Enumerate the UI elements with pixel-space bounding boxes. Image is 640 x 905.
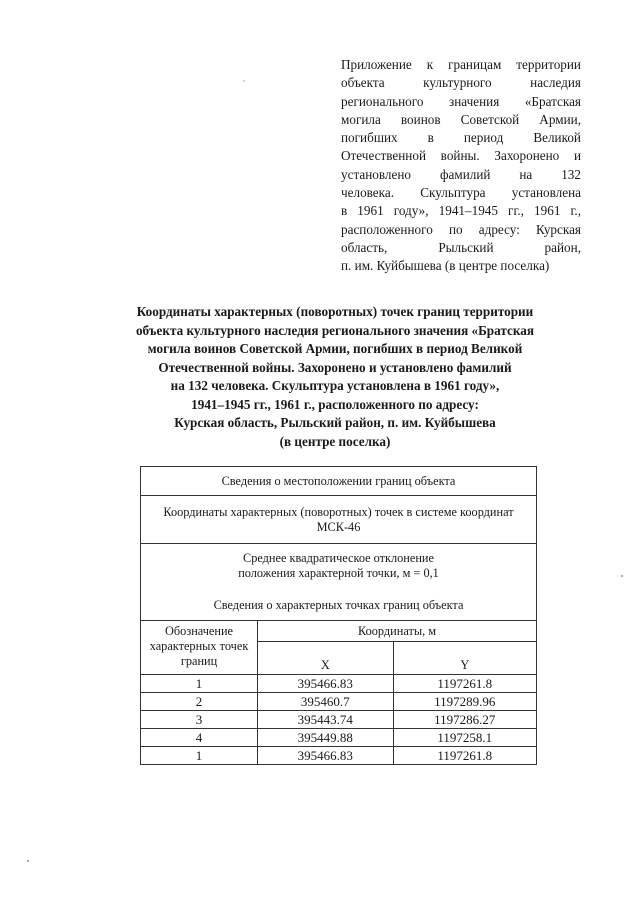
coordinates-table xyxy=(140,466,537,765)
table-row xyxy=(141,675,537,693)
accuracy-line: положения характерной точки, м = 0,1 xyxy=(238,566,439,580)
appendix-line: погибших в период Великой xyxy=(341,130,581,146)
coordinate-system-name: МСК-46 xyxy=(316,519,361,534)
appendix-line: человека. Скульптура установлена xyxy=(341,185,581,201)
title-line: 1941–1945 гг., 1961 г., расположенного по адресу: xyxy=(191,396,479,412)
header-label-line: Обозначение xyxy=(165,624,233,638)
location-info-cell: Сведения о местоположении границ объекта xyxy=(141,467,537,496)
header-point-label xyxy=(141,621,258,675)
appendix-line: расположенного по адресу: Курская xyxy=(341,221,581,237)
point-y: 1197289.96 xyxy=(393,693,536,711)
point-id: 3 xyxy=(141,711,258,729)
header-y: Y xyxy=(393,642,536,675)
appendix-line: объекта культурного наследия xyxy=(341,75,581,91)
point-y: 1197261.8 xyxy=(393,675,536,693)
accuracy-info-cell xyxy=(141,544,537,621)
accuracy-line: Среднее квадратическое отклонение xyxy=(243,551,434,565)
point-id: 1 xyxy=(141,747,258,765)
point-x: 395449.88 xyxy=(258,729,393,747)
header-label-line: границ xyxy=(180,654,218,668)
title-line: Координаты характерных (поворотных) точек границ территории xyxy=(136,304,534,319)
appendix-line: Приложение к границам территории xyxy=(341,57,581,72)
appendix-line: п. им. Куйбышева (в центре поселка) xyxy=(341,258,550,274)
point-x: 395466.83 xyxy=(258,675,393,693)
appendix-line: могила воинов Советской Армии, xyxy=(341,111,581,127)
point-id: 1 xyxy=(141,675,258,693)
points-info-line: Сведения о характерных точках границ объекта xyxy=(213,598,464,612)
title-line: Отечественной войны. Захоронено и установлено фамилий xyxy=(158,359,512,375)
appendix-line: регионального значения «Братская xyxy=(341,93,581,109)
point-id: 2 xyxy=(141,693,258,711)
title-line: объекта культурного наследия регионального значения «Братская xyxy=(135,322,535,338)
title-line: Курская область, Рыльский район, п. им. Куйбышева xyxy=(174,415,496,430)
appendix-note xyxy=(341,56,581,276)
point-y: 1197258.1 xyxy=(393,729,536,747)
title-line: на 132 человека. Скульптура установлена в 1961 году», xyxy=(170,378,500,393)
header-coordinates: Координаты, м xyxy=(258,621,537,642)
coordinate-system-cell xyxy=(141,496,537,544)
table-row xyxy=(141,711,537,729)
title-line: (в центре поселка) xyxy=(279,433,391,449)
point-x: 395460.7 xyxy=(258,693,393,711)
point-y: 1197261.8 xyxy=(393,747,536,765)
coordinate-system-line: Координаты характерных (поворотных) точек в системе координат xyxy=(163,504,514,519)
appendix-line: установлено фамилий на 132 xyxy=(341,166,581,182)
header-label-line: характерных точек xyxy=(149,639,249,653)
scan-speck xyxy=(27,860,29,862)
appendix-line: Отечественной войны. Захоронено и xyxy=(341,148,581,164)
scan-speck xyxy=(243,80,245,82)
table-row xyxy=(141,747,537,765)
title-line: могила воинов Советской Армии, погибших в период Великой xyxy=(147,341,523,356)
table-row xyxy=(141,729,537,747)
document-title xyxy=(100,303,570,451)
scan-speck xyxy=(621,575,623,577)
point-x: 395466.83 xyxy=(258,747,393,765)
appendix-line: в 1961 году», 1941–1945 гг., 1961 г., xyxy=(341,203,581,219)
point-x: 395443.74 xyxy=(258,711,393,729)
point-y: 1197286.27 xyxy=(393,711,536,729)
appendix-line: область, Рыльский район, xyxy=(341,239,581,255)
header-x: X xyxy=(258,642,393,675)
table-row xyxy=(141,693,537,711)
point-id: 4 xyxy=(141,729,258,747)
